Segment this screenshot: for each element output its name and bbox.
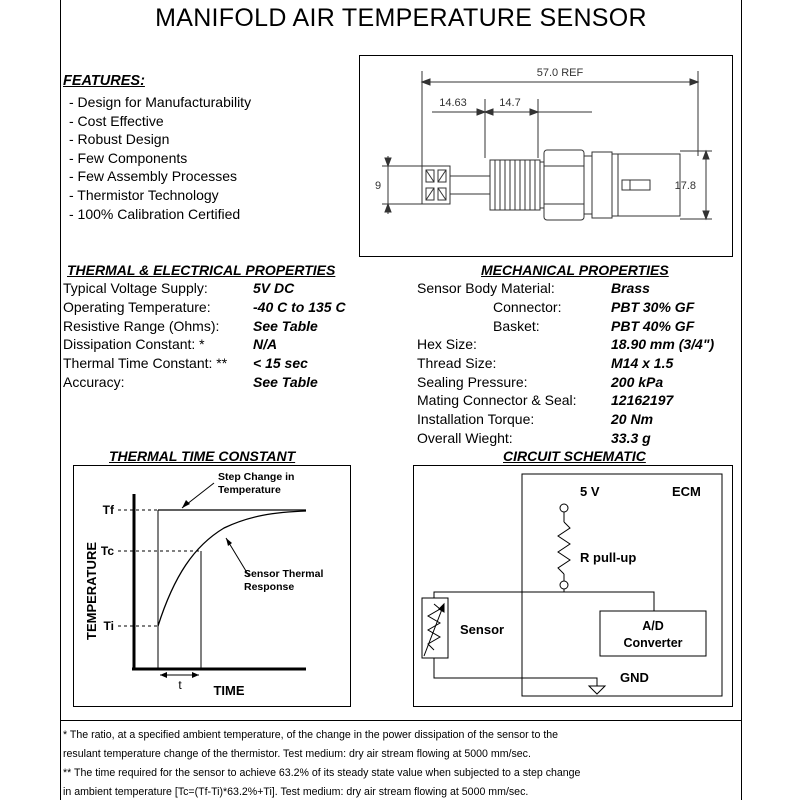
- circuit-schematic: [413, 465, 733, 707]
- ecm-label: ECM: [672, 484, 701, 499]
- prop-value: 18.90 mm (3/4"): [611, 336, 715, 352]
- dim-height-left-label: 9: [374, 180, 382, 192]
- features-heading: FEATURES:: [63, 73, 145, 89]
- features-list: [69, 93, 251, 223]
- schematic-heading: CIRCUIT SCHEMATIC: [503, 448, 646, 464]
- ad-label-2: Converter: [623, 636, 683, 650]
- prop-label: Connector:: [493, 299, 562, 315]
- prop-label: Basket:: [493, 318, 540, 334]
- prop-value: Brass: [611, 280, 650, 296]
- step-change-label-2: Temperature: [218, 484, 281, 496]
- prop-value: 5V DC: [253, 280, 295, 296]
- prop-value: See Table: [253, 374, 318, 390]
- feature-item: - Design for Manufacturability: [69, 94, 252, 110]
- footnote-divider: [61, 720, 741, 721]
- sensor-label: Sensor: [460, 622, 505, 637]
- prop-label: Installation Torque:: [417, 411, 535, 427]
- step-change-label-1: Step Change in: [218, 471, 295, 483]
- feature-item: - Few Assembly Processes: [69, 168, 238, 185]
- prop-label: Sensor Body Material:: [417, 280, 555, 296]
- footnotes: [63, 726, 739, 802]
- ti-label: Ti: [103, 619, 114, 633]
- footnote-line: in ambient temperature [Tc=(Tf-Ti)*63.2%+Ti]. Test medium: dry air stream flowing at 5000 mm/sec.: [63, 786, 529, 798]
- dimension-drawing: [359, 55, 733, 257]
- prop-label: Operating Temperature:: [63, 299, 211, 315]
- thermal-electrical-heading: THERMAL & ELECTRICAL PROPERTIES: [67, 262, 336, 278]
- prop-value: N/A: [253, 336, 278, 352]
- feature-item: - Robust Design: [69, 131, 170, 148]
- gnd-label: GND: [620, 670, 649, 685]
- prop-value: 200 kPa: [611, 374, 664, 390]
- schematic-svg: [414, 466, 732, 706]
- x-axis-label: TIME: [213, 683, 245, 698]
- prop-label: Thermal Time Constant: **: [63, 355, 228, 371]
- feature-item: - 100% Calibration Certified: [69, 205, 241, 222]
- footnote-line: * The ratio, at a specified ambient temperature, of the change in the power dissipation of the sensor to the: [63, 729, 559, 741]
- tf-label: Tf: [102, 503, 114, 517]
- footnote-line: resulant temperature change of the thermistor. Test medium: dry air stream flowing at 5000 mm/sec.: [63, 748, 531, 760]
- prop-label: Sealing Pressure:: [417, 374, 528, 390]
- prop-value: PBT 40% GF: [611, 318, 695, 334]
- dim-height-right-label: 17.8: [674, 180, 696, 192]
- prop-value: 20 Nm: [611, 411, 654, 427]
- prop-label: Resistive Range (Ohms):: [63, 318, 220, 334]
- tc-label: Tc: [100, 544, 114, 558]
- dim-b-label: 14.7: [499, 97, 521, 109]
- mechanical-heading: MECHANICAL PROPERTIES: [481, 262, 669, 278]
- sensor-drawing-svg: [360, 56, 732, 256]
- prop-value: PBT 30% GF: [611, 299, 695, 315]
- footnote-line: ** The time required for the sensor to achieve 63.2% of its steady state value when subjected to a step change: [63, 767, 581, 779]
- prop-label: Mating Connector & Seal:: [417, 392, 577, 408]
- time-constant-svg: [74, 466, 350, 706]
- prop-label: Dissipation Constant: *: [63, 336, 205, 352]
- feature-item: - Cost Effective: [69, 112, 164, 129]
- t-label: t: [178, 678, 182, 692]
- prop-label: Thread Size:: [417, 355, 497, 371]
- pullup-label: R pull-up: [580, 550, 637, 565]
- time-constant-graph: [73, 465, 351, 707]
- prop-label: Typical Voltage Supply:: [63, 280, 208, 296]
- page-title: MANIFOLD AIR TEMPERATURE SENSOR: [155, 4, 647, 32]
- prop-value: < 15 sec: [253, 355, 308, 371]
- feature-item: - Few Components: [69, 149, 188, 166]
- prop-value: M14 x 1.5: [611, 355, 674, 371]
- sensor-response-label-2: Response: [244, 581, 295, 593]
- prop-label: Overall Wieght:: [417, 430, 513, 446]
- feature-item: - Thermistor Technology: [69, 186, 219, 203]
- ad-label-1: A/D: [642, 619, 664, 633]
- prop-value: 33.3 g: [611, 430, 651, 446]
- vcc-label: 5 V: [580, 484, 600, 499]
- prop-value: See Table: [253, 318, 318, 334]
- dim-ref-label: 57.0 REF: [536, 67, 584, 79]
- prop-value: 12162197: [611, 392, 674, 408]
- prop-value: -40 C to 135 C: [253, 299, 346, 315]
- datasheet-page: [60, 0, 742, 800]
- sensor-response-label-1: Sensor Thermal: [244, 568, 324, 580]
- prop-label: Accuracy:: [63, 374, 125, 390]
- prop-label: Hex Size:: [417, 336, 477, 352]
- dim-a-label: 14.63: [439, 97, 467, 109]
- y-axis-label: TEMPERATURE: [84, 542, 99, 640]
- time-constant-heading: THERMAL TIME CONSTANT: [109, 448, 296, 464]
